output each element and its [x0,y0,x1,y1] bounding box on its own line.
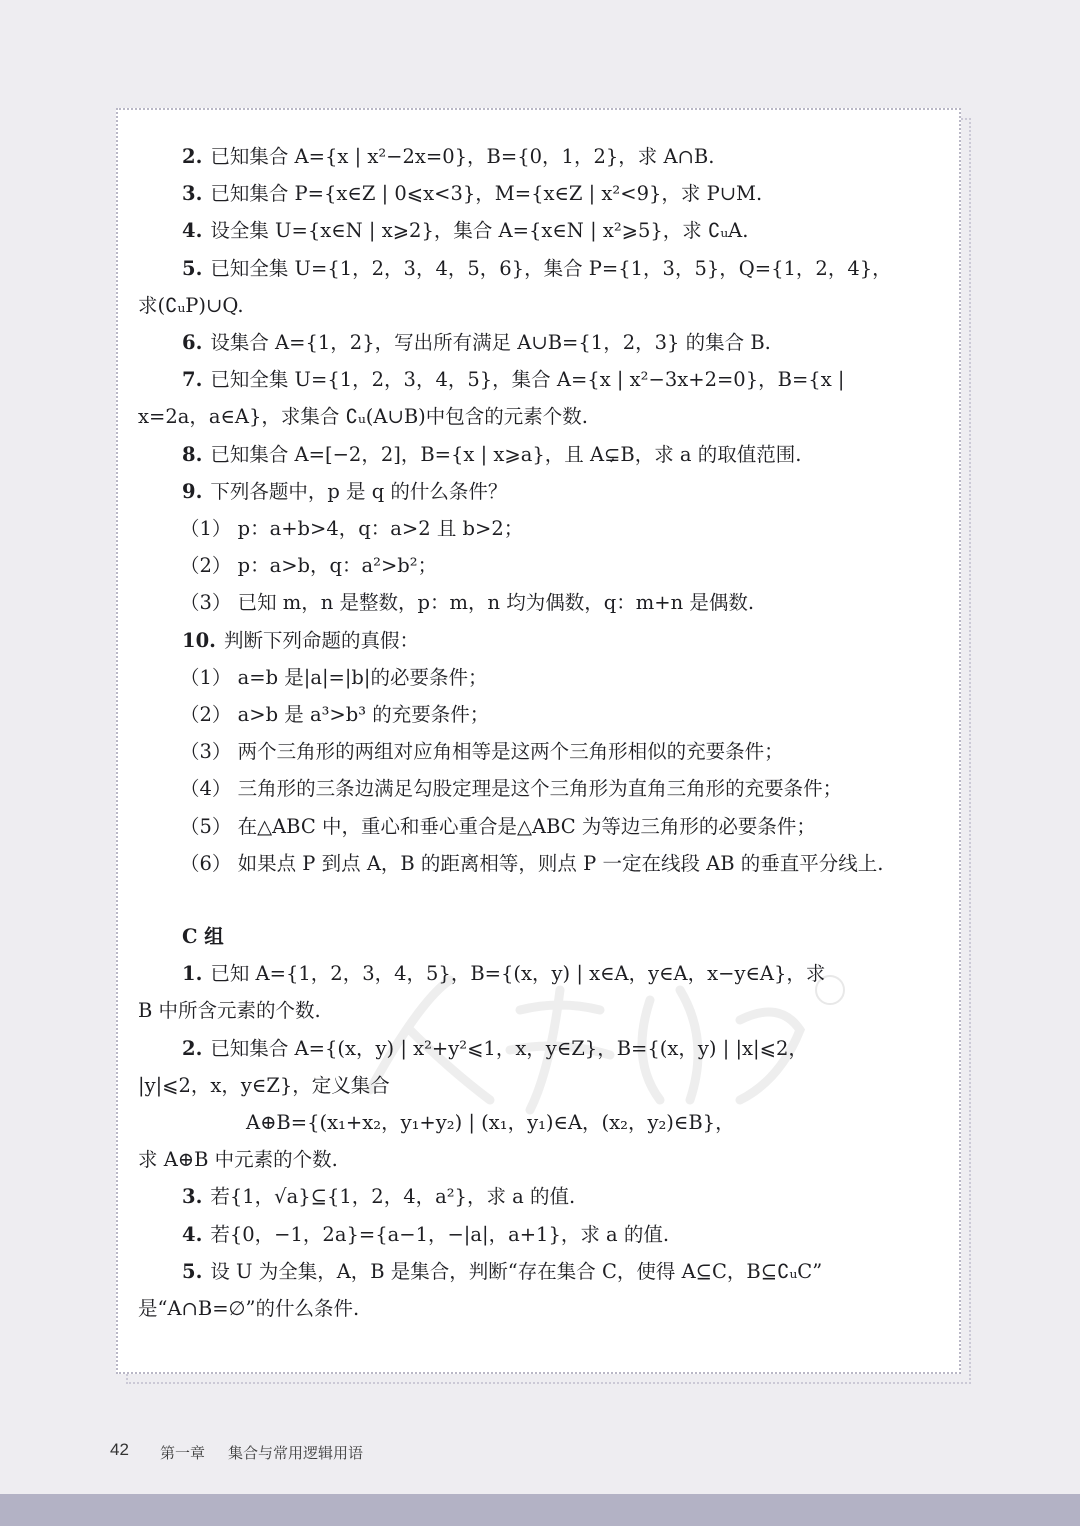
exercise-5: 5. 已知全集 U={1，2，3，4，5，6}，集合 P={1，3，5}，Q={1，2，4}， [182,256,892,280]
section-c-heading: C 组 [182,925,224,949]
exercise-7: 7. 已知全集 U={1，2，3，4，5}，集合 A={x | x²−3x+2=0}，B={x | [182,368,845,392]
exercise-9-part-3: （3） 已知 m，n 是整数，p：m，n 均为偶数，q：m+n 是偶数. [180,591,755,615]
bottom-bar [0,1494,1080,1526]
chapter-label: 第一章 [160,1444,206,1462]
exercise-8: 8. 已知集合 A=[−2，2]，B={x | x⩾a}，且 A⊊B，求 a 的取值范围. [182,442,802,466]
exercise-10-part-1: （1） a=b 是|a|=|b|的必要条件； [180,665,488,689]
exercise-10-part-5: （5） 在△ABC 中，重心和垂心重合是△ABC 为等边三角形的必要条件； [180,814,816,838]
exercise-10-part-4: （4） 三角形的三条边满足勾股定理是这个三角形为直角三角形的充要条件； [180,777,843,801]
exercise-9-part-1: （1） p：a+b>4，q：a>2 且 b>2； [180,517,524,541]
c-exercise-5-cont: 是“A∩B=∅”的什么条件. [138,1297,360,1321]
exercise-3: 3. 已知集合 P={x∈Z | 0⩽x<3}，M={x∈Z | x²<9}，求 P∪M. [182,182,763,206]
chapter-title: 集合与常用逻辑用语 [228,1444,364,1462]
c-exercise-2: 2. 已知集合 A={(x，y) | x²+y²⩽1，x，y∈Z}，B={(x，y) | |x|⩽2， [182,1036,808,1060]
c-exercise-2-question: 求 A⊕B 中元素的个数. [138,1148,338,1172]
exercise-4: 4. 设全集 U={x∈N | x⩾2}，集合 A={x∈N | x²⩾5}，求 ∁ᵤA. [182,219,749,243]
exercise-6: 6. 设集合 A={1，2}，写出所有满足 A∪B={1，2，3} 的集合 B. [182,331,771,355]
c-exercise-4: 4. 若{0，−1，2a}={a−1，−|a|，a+1}，求 a 的值. [182,1222,670,1246]
exercise-content [138,138,938,1327]
page-number: 42 [110,1440,129,1459]
exercise-10-part-3: （3） 两个三角形的两组对应角相等是这两个三角形相似的充要条件； [180,740,784,764]
c-exercise-2-cont: |y|⩽2，x，y∈Z}，定义集合 [138,1073,390,1097]
exercise-10: 10. 判断下列命题的真假： [182,628,419,652]
exercise-9-part-2: （2） p：a>b，q：a²>b²； [180,554,438,578]
c-exercise-1-cont: B 中所含元素的个数. [138,999,321,1023]
exercise-2: 2. 已知集合 A={x | x²−2x=0}，B={0，1，2}，求 A∩B. [182,145,715,168]
exercise-5-cont: 求(∁ᵤP)∪Q. [138,293,244,317]
exercise-7-cont: x=2a，a∈A}，求集合 ∁ᵤ(A∪B)中包含的元素个数. [138,405,588,429]
exercise-9: 9. 下列各题中，p 是 q 的什么条件？ [182,479,508,503]
c-exercise-3: 3. 若{1，√a}⊆{1，2，4，a²}，求 a 的值. [182,1185,576,1209]
c-exercise-2-formula: A⊕B={(x₁+x₂，y₁+y₂) | (x₁，y₁)∈A，(x₂，y₂)∈B}， [246,1111,735,1135]
exercise-10-part-2: （2） a>b 是 a³>b³ 的充要条件； [180,703,490,727]
c-exercise-5: 5. 设 U 为全集，A，B 是集合，判断“存在集合 C，使得 A⊆C，B⊆∁ᵤC” [182,1259,823,1283]
c-exercise-1: 1. 已知 A={1，2，3，4，5}，B={(x，y) | x∈A，y∈A，x−y∈A}，求 [182,962,826,986]
exercise-10-part-6: （6） 如果点 P 到点 A，B 的距离相等，则点 P 一定在线段 AB 的垂直平分线上. [180,851,884,875]
